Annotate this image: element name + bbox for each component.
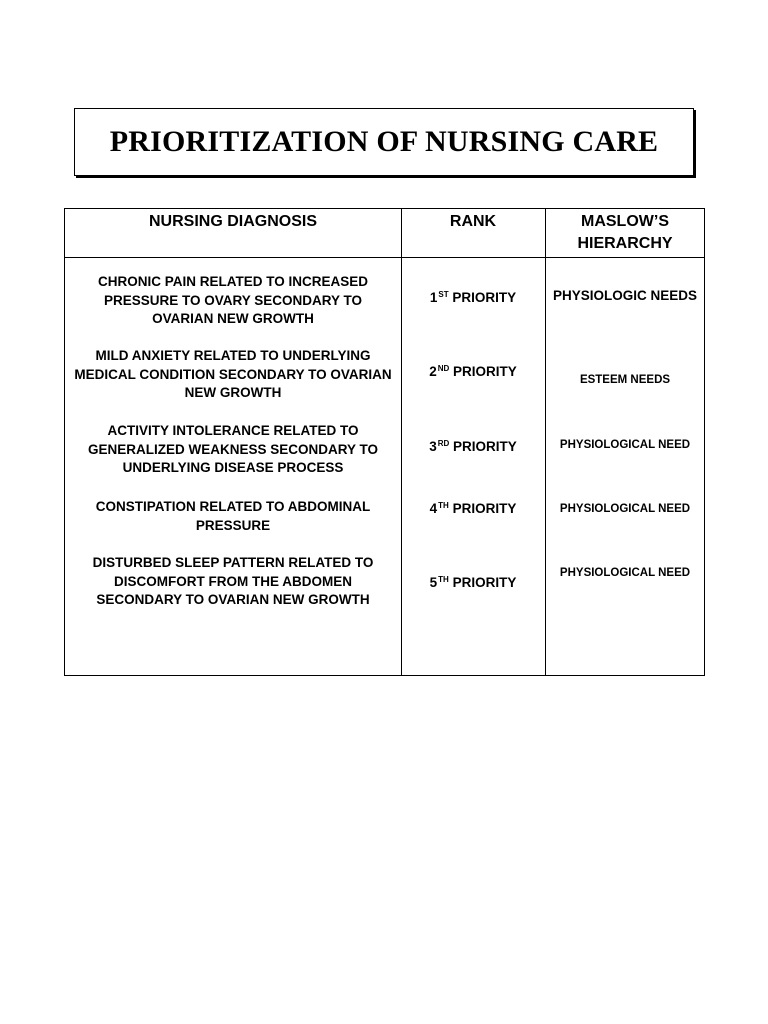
- diagnosis-cell-3: ACTIVITY INTOLERANCE RELATED TO GENERALIZED WEAKNESS SECONDARY TO UNDERLYING DISEASE PROCESS: [87, 423, 379, 475]
- header-nursing-diagnosis: NURSING DIAGNOSIS: [148, 213, 317, 230]
- diagnosis-cell-1: CHRONIC PAIN RELATED TO INCREASED PRESSURE TO OVARY SECONDARY TO OVARIAN NEW GROWTH: [97, 274, 368, 326]
- maslow-cell-3: PHYSIOLOGICAL NEED: [559, 439, 691, 451]
- title-box: [74, 108, 694, 176]
- maslow-cell-2: ESTEEM NEEDS: [579, 374, 671, 386]
- maslow-cell-4: PHYSIOLOGICAL NEED: [559, 503, 691, 515]
- header-maslows-hierarchy: MASLOW’S HIERARCHY: [577, 213, 673, 252]
- page-title: PRIORITIZATION OF NURSING CARE: [109, 125, 659, 158]
- diagnosis-cell-5: DISTURBED SLEEP PATTERN RELATED TO DISCOMFORT FROM THE ABDOMEN SECONDARY TO OVARIAN NEW GROWTH: [92, 555, 374, 607]
- maslow-cell-1: PHYSIOLOGIC NEEDS: [552, 288, 698, 303]
- header-rank: RANK: [449, 213, 497, 230]
- rank-cell-4: 4TH PRIORITY: [429, 501, 517, 516]
- rank-cell-2: 2ND PRIORITY: [429, 364, 517, 379]
- rank-cell-5: 5TH PRIORITY: [429, 575, 517, 590]
- header-divider: [65, 257, 704, 258]
- rank-cell-1: 1ST PRIORITY: [429, 290, 517, 305]
- rank-cell-3: 3RD PRIORITY: [429, 439, 517, 454]
- maslow-cell-5: PHYSIOLOGICAL NEED: [559, 567, 691, 579]
- prioritization-table: [64, 208, 705, 676]
- diagnosis-cell-4: CONSTIPATION RELATED TO ABDOMINAL PRESSURE: [95, 499, 371, 533]
- diagnosis-cell-2: MILD ANXIETY RELATED TO UNDERLYING MEDICAL CONDITION SECONDARY TO OVARIAN NEW GROWTH: [74, 348, 392, 400]
